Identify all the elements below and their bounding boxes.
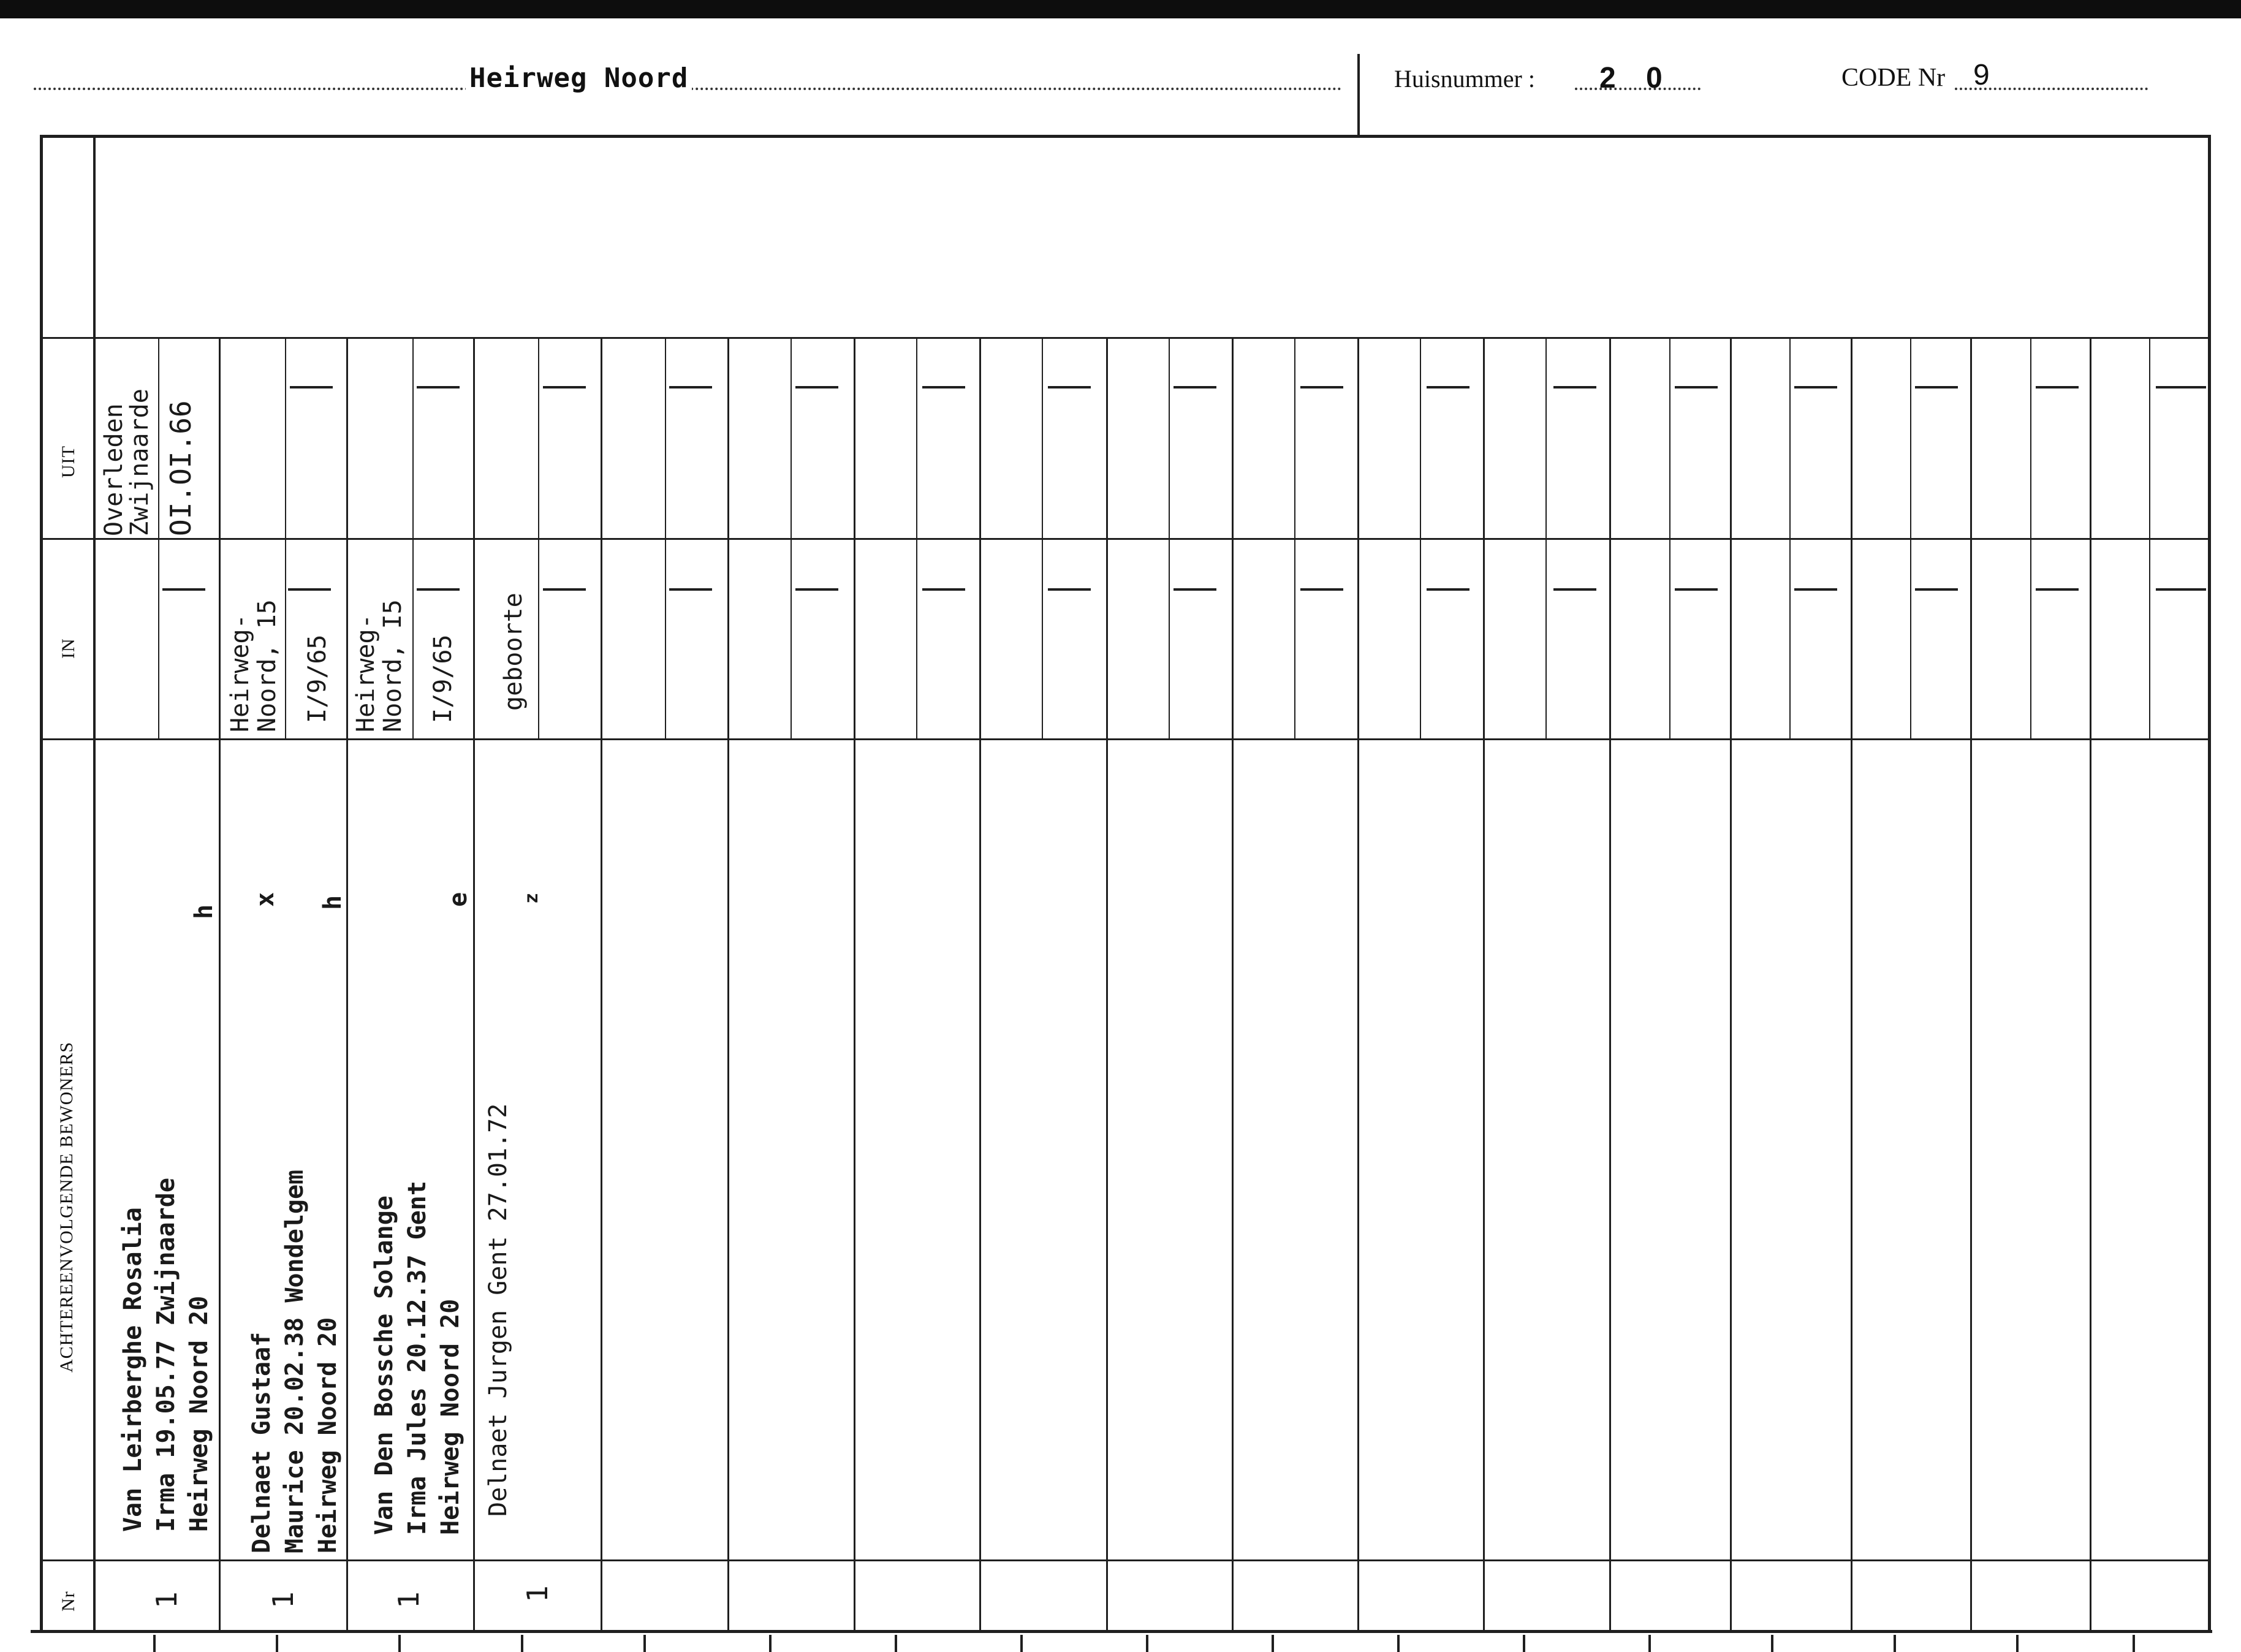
sub-col-divider bbox=[1042, 339, 1043, 738]
col-divider bbox=[979, 339, 981, 1633]
uit-date: OI.OI.66 bbox=[164, 400, 197, 536]
sub-col-divider bbox=[1910, 339, 1911, 738]
bewoners-line: Delnaet Jurgen Gent 27.01.72 bbox=[484, 1103, 512, 1517]
empty-entry-dash bbox=[2036, 588, 2079, 591]
col-divider bbox=[346, 339, 348, 1633]
in-place-line: Noord, I5 bbox=[379, 599, 407, 732]
grid-line-bewoners-top bbox=[40, 738, 2209, 740]
sub-col-divider bbox=[1789, 339, 1791, 738]
empty-entry-dash bbox=[1794, 386, 1837, 388]
in-place bbox=[352, 599, 406, 732]
bottom-ruler-tick bbox=[1146, 1635, 1148, 1652]
bewoners-line: Van Leirberghe Rosalia bbox=[119, 1207, 147, 1532]
bewoners-line: Delnaet Gustaaf bbox=[248, 1332, 276, 1553]
bottom-ruler-tick bbox=[769, 1635, 772, 1652]
bewoners-marker: e bbox=[444, 892, 472, 907]
sub-col-divider bbox=[412, 339, 414, 738]
sub-col-divider bbox=[2030, 339, 2031, 738]
bewoners-line: Heirweg Noord 20 bbox=[436, 1298, 465, 1535]
header-divider bbox=[1357, 54, 1360, 135]
empty-entry-dash bbox=[922, 386, 965, 388]
bottom-ruler-tick bbox=[2133, 1635, 2135, 1652]
empty-entry-dash bbox=[543, 386, 586, 388]
bewoners-text bbox=[368, 1181, 467, 1535]
in-place-line: Noord, 15 bbox=[253, 599, 281, 732]
bewoners-text bbox=[116, 1178, 216, 1532]
nr-value: 1 bbox=[392, 1591, 425, 1608]
bottom-ruler-tick bbox=[1648, 1635, 1651, 1652]
col-divider bbox=[473, 339, 475, 1633]
empty-entry-dash bbox=[795, 386, 838, 388]
bewoners-line: Irma Jules 20.12.37 Gent bbox=[403, 1181, 431, 1535]
grid-top-border bbox=[40, 135, 2209, 138]
col-divider bbox=[219, 339, 221, 1633]
sub-col-divider bbox=[1294, 339, 1295, 738]
sub-col-divider bbox=[2149, 339, 2150, 738]
in-place bbox=[227, 599, 281, 732]
empty-entry-dash bbox=[1048, 588, 1091, 591]
bewoners-line: Heirweg Noord 20 bbox=[185, 1295, 213, 1532]
empty-entry-dash bbox=[417, 386, 460, 388]
empty-entry-dash bbox=[162, 588, 205, 591]
in-place-line: Heirweg- bbox=[352, 614, 380, 732]
empty-entry-dash bbox=[1174, 386, 1216, 388]
empty-entry-dash bbox=[1675, 588, 1718, 591]
sub-col-divider bbox=[538, 339, 539, 738]
empty-entry-dash bbox=[1174, 588, 1216, 591]
in-place-line: Heirweg- bbox=[226, 614, 254, 732]
house-number-value: 2 0 bbox=[1599, 62, 1674, 94]
code-value: 9 bbox=[1973, 59, 1990, 91]
empty-entry-dash bbox=[2160, 386, 2206, 388]
empty-entry-dash bbox=[1794, 588, 1837, 591]
bewoners-line: Van Den Bossche Solange bbox=[370, 1195, 398, 1535]
in-date: I/9/65 bbox=[303, 634, 332, 723]
bewoners-line: Irma 19.05.77 Zwijnaarde bbox=[152, 1178, 180, 1532]
label-column-divider bbox=[93, 135, 96, 1633]
sub-col-divider bbox=[791, 339, 792, 738]
empty-entry-dash bbox=[1553, 588, 1596, 591]
bottom-ruler-tick bbox=[1771, 1635, 1773, 1652]
bewoners-marker: h bbox=[190, 904, 218, 919]
empty-entry-dash bbox=[669, 386, 712, 388]
empty-entry-dash bbox=[290, 386, 333, 388]
empty-entry-dash bbox=[2160, 588, 2206, 591]
col-divider bbox=[1970, 339, 1972, 1633]
col-divider bbox=[854, 339, 855, 1633]
grid-line-uit-top bbox=[40, 337, 2209, 339]
grid-line-nr-top bbox=[40, 1559, 2209, 1561]
in-date: I/9/65 bbox=[429, 634, 457, 723]
sub-col-divider bbox=[665, 339, 666, 738]
in-place bbox=[499, 593, 528, 711]
empty-entry-dash bbox=[1300, 386, 1343, 388]
street-name: Heirweg Noord bbox=[466, 63, 692, 94]
nr-value: 1 bbox=[150, 1591, 183, 1608]
in-place-line: geboorte bbox=[499, 593, 528, 711]
col-divider bbox=[1851, 339, 1852, 1633]
bewoners-line: Heirweg Noord 20 bbox=[314, 1317, 342, 1553]
bottom-ruler-tick bbox=[895, 1635, 897, 1652]
bottom-ruler-tick bbox=[1397, 1635, 1400, 1652]
col-divider bbox=[2090, 339, 2091, 1633]
bottom-ruler-tick bbox=[2016, 1635, 2019, 1652]
empty-entry-dash bbox=[1675, 386, 1718, 388]
uit-place-line: Overleden bbox=[100, 403, 128, 536]
top-border-bar bbox=[0, 0, 2241, 18]
sub-col-divider bbox=[1169, 339, 1170, 738]
col-divider bbox=[1357, 339, 1359, 1633]
empty-entry-dash bbox=[669, 588, 712, 591]
bottom-ruler-tick bbox=[643, 1635, 646, 1652]
sub-col-divider bbox=[158, 339, 159, 738]
empty-entry-dash bbox=[922, 588, 965, 591]
row-label-bewoners: ACHTEREENVOLGENDE BEWONERS bbox=[56, 1041, 77, 1373]
empty-entry-dash bbox=[1300, 588, 1343, 591]
col-divider bbox=[601, 339, 602, 1633]
empty-entry-dash bbox=[2036, 386, 2079, 388]
sub-col-divider bbox=[1545, 339, 1547, 738]
col-divider bbox=[1106, 339, 1108, 1633]
empty-entry-dash bbox=[1048, 386, 1091, 388]
bottom-ruler-tick bbox=[1523, 1635, 1525, 1652]
nr-value: 1 bbox=[521, 1585, 554, 1602]
row-label-nr: Nr bbox=[58, 1591, 78, 1612]
col-divider bbox=[1730, 339, 1732, 1633]
empty-entry-dash bbox=[795, 588, 838, 591]
bewoners-marker: x bbox=[251, 892, 279, 907]
row-label-in: IN bbox=[58, 638, 78, 659]
grid-bottom-border bbox=[31, 1630, 2212, 1633]
bewoners-marker: h bbox=[319, 895, 347, 910]
bewoners-line: Maurice 20.02.38 Wondelgem bbox=[281, 1169, 309, 1553]
bottom-ruler-tick bbox=[398, 1635, 401, 1652]
uit-place-line: Zwijnaarde bbox=[126, 388, 154, 536]
sub-col-divider bbox=[1669, 339, 1670, 738]
uit-place bbox=[101, 388, 153, 536]
col-divider bbox=[1483, 339, 1485, 1633]
house-number-label: Huisnummer : bbox=[1394, 65, 1535, 93]
sub-col-divider bbox=[285, 339, 286, 738]
empty-entry-dash bbox=[1915, 588, 1958, 591]
empty-entry-dash bbox=[417, 588, 460, 591]
empty-entry-dash bbox=[543, 588, 586, 591]
grid-right-border bbox=[2208, 135, 2211, 1633]
empty-entry-dash bbox=[1427, 386, 1469, 388]
col-divider bbox=[1232, 339, 1234, 1633]
col-divider bbox=[1609, 339, 1611, 1633]
grid-left-border bbox=[40, 135, 43, 1633]
empty-entry-dash bbox=[288, 588, 331, 591]
bottom-ruler-tick bbox=[153, 1635, 156, 1652]
empty-entry-dash bbox=[1553, 386, 1596, 388]
bewoners-text bbox=[245, 1170, 344, 1553]
nr-value: 1 bbox=[267, 1591, 300, 1608]
bewoners-text bbox=[484, 1104, 512, 1517]
code-label: CODE Nr bbox=[1841, 64, 1946, 92]
grid-line-in-top bbox=[40, 538, 2209, 540]
bottom-ruler-tick bbox=[1020, 1635, 1023, 1652]
bottom-ruler-tick bbox=[521, 1635, 523, 1652]
empty-entry-dash bbox=[1915, 386, 1958, 388]
sub-col-divider bbox=[1420, 339, 1421, 738]
bottom-ruler-tick bbox=[1894, 1635, 1896, 1652]
bewoners-marker: z bbox=[521, 892, 542, 904]
empty-entry-dash bbox=[1427, 588, 1469, 591]
sub-col-divider bbox=[916, 339, 917, 738]
col-divider bbox=[727, 339, 729, 1633]
bottom-ruler-tick bbox=[276, 1635, 278, 1652]
row-label-uit: UIT bbox=[58, 445, 78, 478]
bottom-ruler-tick bbox=[1272, 1635, 1274, 1652]
